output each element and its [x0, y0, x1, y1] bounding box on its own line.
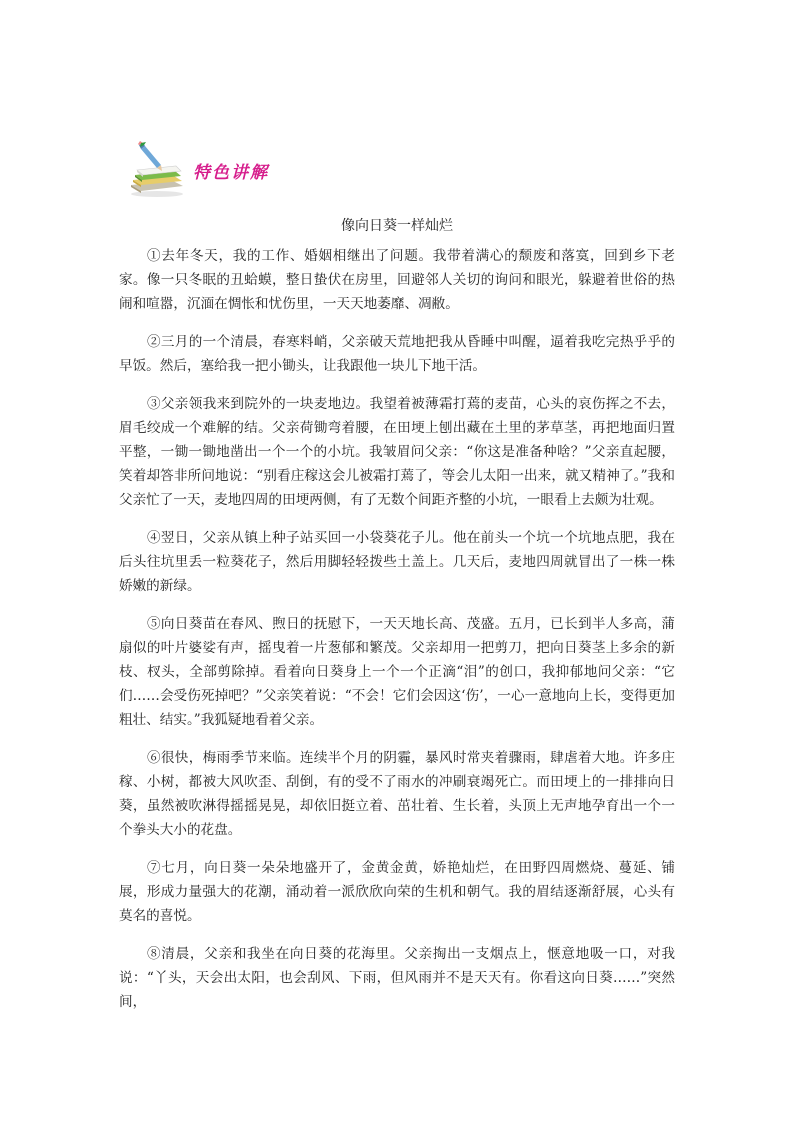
paragraph: ①去年冬天，我的工作、婚姻相继出了问题。我带着满心的颓废和落寞，回到乡下老家。像一只冬眠的丑蛤蟆，整日蛰伏在房里，回避邻人关切的询问和眼光，躲避着世俗的热闹和喧嚣，沉湎在惆怅和忧伤里，一天天地萎靡、凋敝。 — [119, 248, 675, 312]
paragraph: ③父亲领我来到院外的一块麦地边。我望着被薄霜打蔫的麦苗，心头的哀伤挥之不去，眉毛绞成一个难解的结。父亲荷锄弯着腰，在田埂上刨出藏在土里的茅草茎，再把地面归置平整，一锄一锄地凿出一个一个的小坑。我皱眉问父亲：“你这是准备种啥？”父亲直起腰，笑着却答非所问地说：“别看庄稼这会儿被霜打蔫了，等会儿太阳一出来，就又精神了。”我和父亲忙了一天，麦地四周的田埂两侧，有了无数个间距齐整的小坑，一眼看上去颇为壮观。 — [119, 396, 675, 508]
paragraph: ④翌日，父亲从镇上种子站买回一小袋葵花子儿。他在前头一个坑一个坑地点肥，我在后头往坑里丢一粒葵花子，然后用脚轻轻拨些土盖上。几天后，麦地四周就冒出了一株一株娇嫩的新绿。 — [119, 530, 675, 594]
section-title: 特色讲解 — [193, 163, 269, 183]
books-with-pencil-icon — [127, 140, 187, 198]
paragraph: ⑧清晨，父亲和我坐在向日葵的花海里。父亲掏出一支烟点上，惬意地吸一口，对我说：“丫头，天会出太阳，也会刮风、下雨，但风雨并不是天天有。你看这向日葵……”突然间， — [119, 946, 675, 1010]
paragraph: ⑦七月，向日葵一朵朵地盛开了，金黄金黄，娇艳灿烂，在田野四周燃烧、蔓延、铺展，形成力量强大的花潮，涌动着一派欣欣向荣的生机和朝气。我的眉结逐渐舒展，心头有莫名的喜悦。 — [119, 860, 675, 924]
paragraph: ②三月的一个清晨，春寒料峭，父亲破天荒地把我从昏睡中叫醒，逼着我吃完热乎乎的早饭。然后，塞给我一把小锄头，让我跟他一块儿下地干活。 — [119, 334, 675, 374]
article-body — [119, 244, 675, 1028]
paragraph: ⑤向日葵苗在春风、煦日的抚慰下，一天天地长高、茂盛。五月，已长到半人多高，蒲扇似的叶片婆娑有声，摇曳着一片葱郁和繁茂。父亲却用一把剪刀，把向日葵茎上多余的新枝、杈头，全部剪除掉。看着向日葵身上一个一个正滴“泪”的创口，我抑郁地问父亲：“它们……会受伤死掉吧？”父亲笑着说：“不会！它们会因这‘伤’，一心一意地向上长，变得更加粗壮、结实。”我狐疑地看着父亲。 — [119, 616, 675, 728]
paragraph: ⑥很快，梅雨季节来临。连续半个月的阴霾，暴风时常夹着骤雨，肆虐着大地。许多庄稼、小树，都被大风吹歪、刮倒，有的受不了雨水的冲刷衰竭死亡。而田埂上的一排排向日葵，虽然被吹淋得摇摇晃晃，却依旧挺立着、茁壮着、生长着，头顶上无声地孕育出一个一个拳头大小的花盘。 — [119, 750, 675, 838]
section-header — [127, 140, 307, 198]
article-title: 像向日葵一样灿烂 — [341, 218, 453, 234]
